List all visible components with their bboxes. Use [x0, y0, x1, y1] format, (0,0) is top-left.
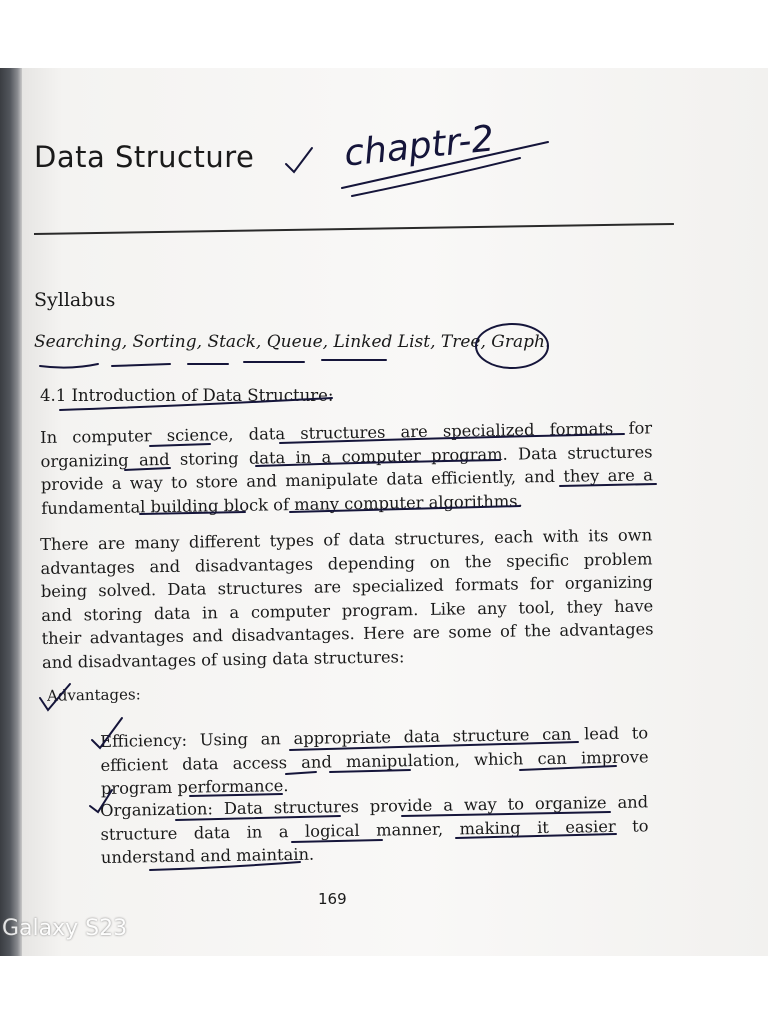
topic-sorting: Sorting,	[132, 332, 203, 352]
topic-stack: Stack,	[207, 332, 262, 352]
bullet-line: Efficiency: Using an appropriate data structure can lead to	[100, 723, 649, 751]
types-paragraph	[40, 523, 654, 674]
topic-queue: Queue,	[266, 332, 329, 352]
paragraph-line: provide a way to store and manipulate data efficiently, and they are a	[40, 465, 653, 494]
handwritten-chapter-note: chaptr-2	[342, 118, 497, 175]
paragraph-line: fundamental building block of many computer algorithms.	[41, 490, 523, 518]
bullet-line: Organization: Data structures provide a way to organize and	[100, 792, 649, 820]
book-binding	[0, 68, 22, 956]
bullet-line: efficient data access and manipulation, which can improve	[100, 746, 649, 775]
paragraph-line: their advantages and disadvantages. Here are some of the advantages	[41, 619, 654, 648]
paragraph-line: In computer science, data structures are specialized formats for	[40, 418, 653, 447]
book-page	[22, 68, 768, 956]
photo-frame	[0, 68, 768, 956]
topic-searching: Searching,	[34, 332, 128, 352]
paragraph-line: and disadvantages of using data structures:	[41, 646, 405, 672]
paragraph-line: advantages and disadvantages depending on the specific problem	[40, 548, 653, 578]
photo-border-bottom	[0, 956, 768, 1024]
bullet-line: program performance.	[100, 776, 289, 798]
paragraph-line: being solved. Data structures are specialized formats for organizing	[40, 572, 653, 601]
title-rule	[34, 223, 674, 235]
page-title: Data Structure	[34, 140, 255, 174]
paragraph-line: organizing and storing data in a computer program. Data structures	[40, 441, 653, 471]
bullet-efficiency	[100, 721, 649, 800]
section-heading: 4.1 Introduction of Data Structure:	[40, 386, 334, 405]
bullet-line: structure data in a logical manner, making it easier to	[100, 815, 649, 844]
paragraph-line: and storing data in a computer program. Like any tool, they have	[41, 595, 654, 625]
syllabus-topics	[34, 332, 550, 352]
advantages-heading: Advantages:	[46, 685, 141, 705]
topic-graph: Graph.	[491, 332, 551, 352]
camera-watermark: Galaxy S23	[2, 916, 128, 941]
intro-paragraph	[40, 416, 653, 520]
syllabus-heading: Syllabus	[34, 289, 116, 311]
paragraph-line: There are many different types of data structures, each with its own	[40, 525, 653, 554]
topic-tree: Tree,	[440, 332, 486, 352]
topic-linked-list: Linked List,	[333, 332, 436, 352]
page-number: 169	[318, 890, 347, 908]
bullet-line: understand and maintain.	[100, 844, 315, 867]
bullet-organization	[100, 790, 649, 869]
